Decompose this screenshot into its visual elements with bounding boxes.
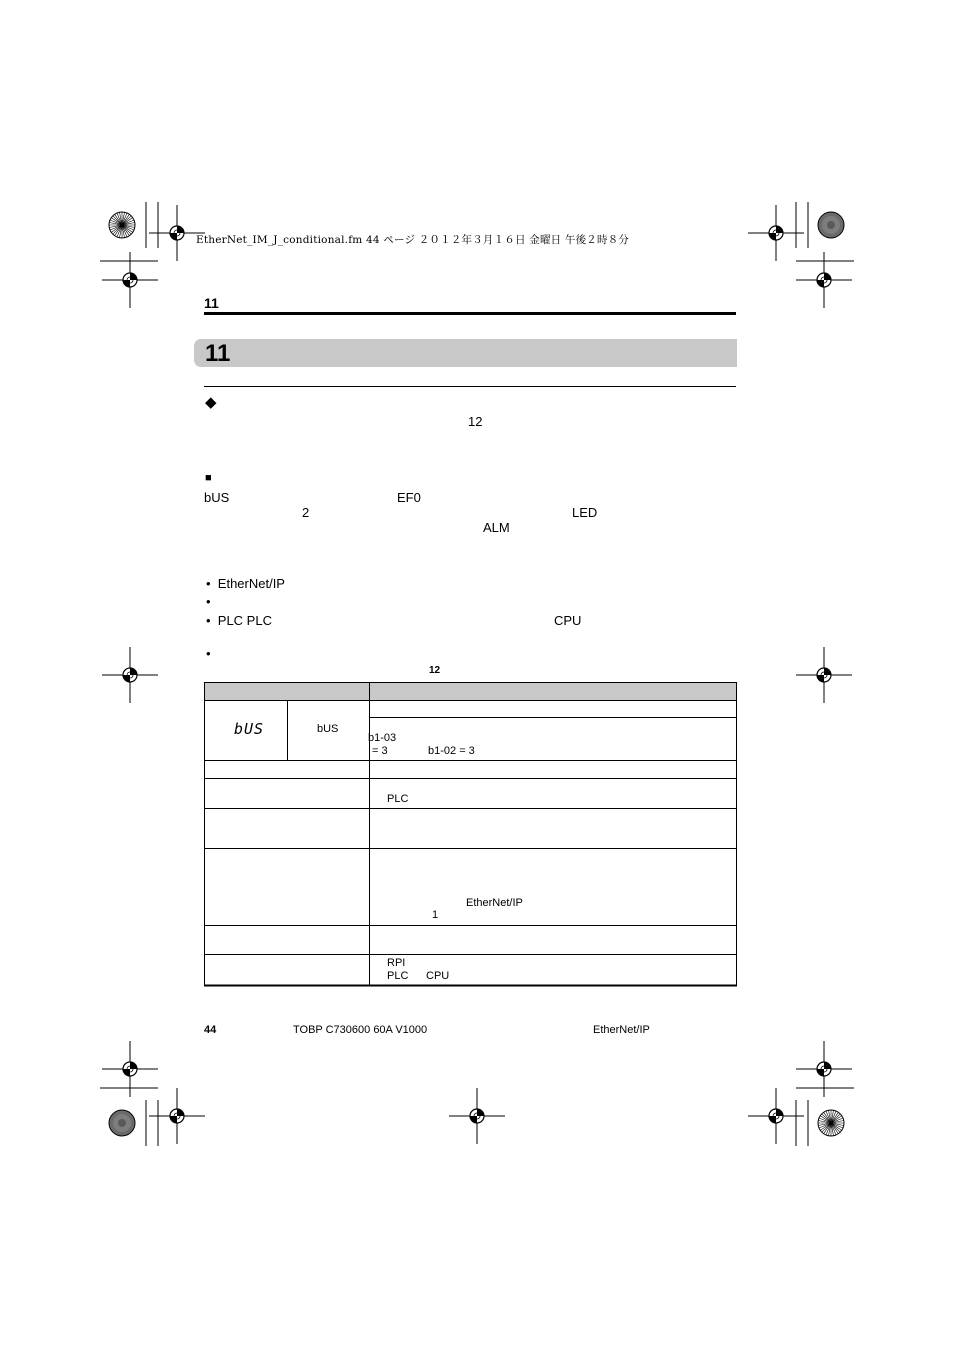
section2-text-led: LED <box>572 505 598 520</box>
bullet-item-1: • EtherNet/IP <box>206 576 285 591</box>
chapter-number-small: 11 <box>204 295 219 311</box>
row1-param-b102: b1-02 = 3 <box>428 745 475 757</box>
section2-text-bus: bUS <box>204 490 230 505</box>
chapter-number-large: 11 <box>205 340 231 367</box>
bullet-3-cpu: CPU <box>554 613 582 628</box>
section2-text-ef0: EF0 <box>397 490 421 505</box>
section-divider <box>204 386 736 387</box>
row7-rpi: RPI <box>387 957 406 969</box>
bullet-item-2: • <box>206 594 211 609</box>
bullet-item-4: • <box>206 646 211 661</box>
square-marker-icon: ■ <box>205 472 212 484</box>
footer-page-number: 44 <box>204 1024 217 1036</box>
row7-plc: PLC <box>387 970 409 982</box>
display-name-bus: bUS <box>317 723 339 735</box>
row5-one: 1 <box>432 909 439 921</box>
file-header-line: EtherNet_IM_J_conditional.fm 44 ページ ２０１２年３月１６日 金曜日 午後２時８分 <box>196 234 630 246</box>
section2-text-2: 2 <box>302 505 310 520</box>
row7-cpu: CPU <box>426 970 450 982</box>
chapter-title-band <box>194 339 737 367</box>
row1-param-b103: b1-03 <box>368 732 397 744</box>
row5-ethernetip: EtherNet/IP <box>466 897 523 909</box>
table-caption-number: 12 <box>429 665 441 676</box>
chapter-rule <box>204 312 736 315</box>
section2-text-alm: ALM <box>483 520 510 535</box>
row1-eq3: = 3 <box>372 745 388 757</box>
diamond-marker-icon: ◆ <box>205 394 217 411</box>
bullet-item-3: • PLC PLC <box>206 613 272 628</box>
lcd-display-code: bUS <box>234 720 265 738</box>
table-grid <box>204 682 737 987</box>
error-table <box>204 682 737 987</box>
footer-product-name: EtherNet/IP <box>593 1024 650 1036</box>
section1-ref-number: 12 <box>468 414 483 429</box>
bullet-3-text: PLC PLC <box>217 613 272 628</box>
footer-doc-code: TOBP C730600 60A V1000 <box>293 1024 428 1036</box>
bullet-1-text: EtherNet/IP <box>217 576 285 591</box>
row3-plc: PLC <box>387 793 409 805</box>
